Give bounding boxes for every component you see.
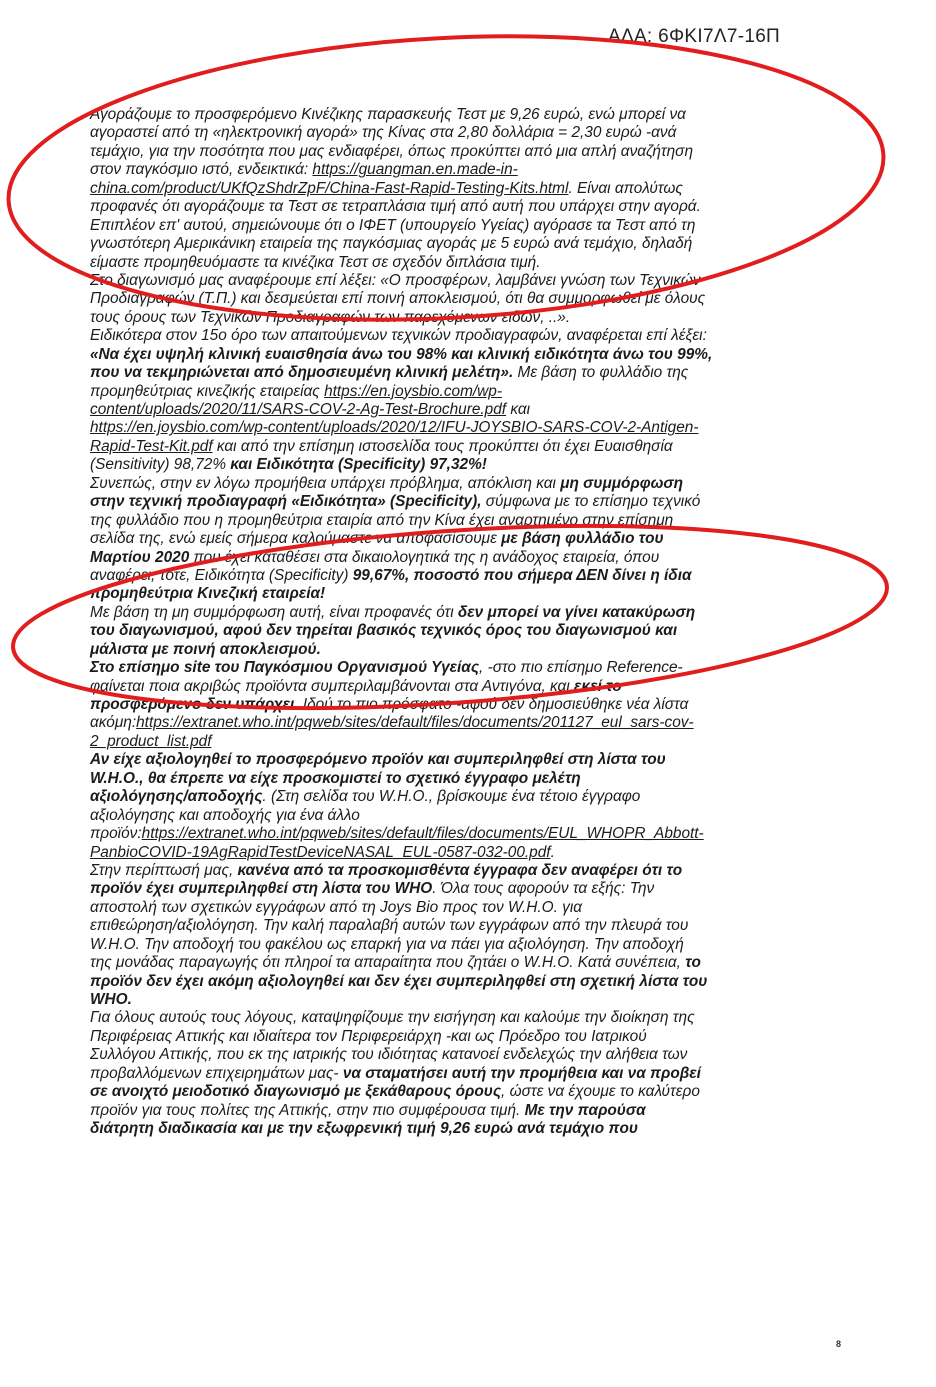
text-segment: αναφέρει, τότε, Ειδικότητα (Specificity) <box>90 566 353 584</box>
text-segment: Προδιαγραφών (Τ.Π.) και δεσμεύεται επί ποινή αποκλεισμού, ότι θα συμμορφωθεί με όλους <box>90 290 706 308</box>
text-line <box>90 1046 844 1064</box>
text-segment: Στην περίπτωσή μας, <box>90 861 238 879</box>
text-line <box>90 641 844 659</box>
text-line <box>90 622 844 640</box>
text-segment: ακόμη: <box>90 714 137 732</box>
text-segment: της φυλλάδιο που η προμηθεύτρια εταιρία από την Κίνα έχει αναρτημένο στην επίσημη <box>90 511 674 529</box>
link-text[interactable]: https://extranet.who.int/pqweb/sites/default/files/documents/201127_eul_sars-cov- <box>136 714 694 732</box>
page-number: 8 <box>836 1339 842 1349</box>
text-line <box>90 161 844 179</box>
text-line <box>90 143 844 161</box>
text-segment: αξιολόγησης και αποδοχής για ένα άλλο <box>90 806 360 824</box>
text-line <box>90 678 844 696</box>
text-line <box>90 512 844 530</box>
bold-text: προϊόν δεν έχει ακόμη αξιολογηθεί και δεν έχει συμπεριληφθεί στη σχετική λίστα του <box>90 972 708 990</box>
text-segment: . Είναι απολύτως <box>568 179 683 197</box>
text-segment: και <box>506 401 531 418</box>
link-text[interactable]: https://guangman.en.made-in- <box>312 161 518 179</box>
text-line <box>90 475 844 493</box>
text-segment: αγοραστεί από τη «ηλεκτρονική αγορά» της Κίνας στα 2,80 δολλάρια = 2,30 ευρώ -ανά <box>90 124 677 142</box>
text-segment: , ώστε να έχουμε το καλύτερο <box>501 1083 700 1101</box>
text-line <box>90 198 844 216</box>
bold-text: αξιολόγησης/αποδοχής <box>90 788 263 806</box>
link-text[interactable]: https://en.joysbio.com/wp-content/uploads/2020/12/IFU-JOYSBIO-SARS-COV-2-Antigen- <box>90 419 699 437</box>
text-line <box>90 954 844 972</box>
bold-text: του διαγωνισμού, αφού δεν τηρείται βασικός τεχνικός όρος του διαγωνισμού και <box>90 622 678 640</box>
bold-text: με βάση φυλλάδιο του <box>501 530 664 548</box>
text-line <box>90 327 844 345</box>
text-segment: αποστολή των σχετικών εγγράφων από τη Joys Bio προς τον W.H.O. για <box>90 898 583 916</box>
text-line <box>90 106 844 124</box>
text-line <box>90 493 844 511</box>
bold-text: στην τεχνική προδιαγραφή «Ειδικότητα» (Specificity), <box>90 493 482 511</box>
text-segment: . Όλα τους αφορούν τα εξής: Την <box>432 880 655 898</box>
text-line <box>90 917 844 935</box>
text-line <box>90 254 844 272</box>
text-line <box>90 825 844 843</box>
text-line <box>90 1028 844 1046</box>
text-segment: Με βάση το φυλλάδιο της <box>513 364 689 382</box>
bold-text: Αν είχε αξιολογηθεί το προσφερόμενο προϊόν και συμπεριληφθεί στη λίστα του <box>90 751 666 769</box>
bold-text: 99,67%, ποσοστό που σήμερα ΔΕΝ δίνει η ίδια <box>352 566 692 584</box>
text-line <box>90 714 844 732</box>
bold-text: μη συμμόρφωση <box>560 474 684 492</box>
text-segment: είμαστε προμηθευόμαστε τα κινέζικα Τεστ σε σχεδόν διπλάσια τιμή. <box>90 253 541 271</box>
text-line <box>90 991 844 1009</box>
text-line <box>90 751 844 769</box>
bold-text: προσφερόμενο δεν υπάρχει. <box>90 696 299 713</box>
text-line <box>90 880 844 898</box>
text-segment: προϊόν για τους πολίτες της Αττικής, στην πιο συμφέρουσα τιμή. <box>90 1101 525 1119</box>
link-text[interactable]: PanbioCOVID-19AgRapidTestDeviceNASAL_EUL-0587-032-00.pdf <box>90 843 551 861</box>
text-line <box>90 585 844 603</box>
bold-text: Μαρτίου 2020 <box>90 548 190 566</box>
text-segment: προμηθεύτριας κινεζικής εταιρείας <box>90 382 325 400</box>
bold-text: και Ειδικότητα (Specificity) 97,32%! <box>230 456 487 474</box>
text-segment: Για όλους αυτούς τους λόγους, καταψηφίζουμε την εισήγηση και καλούμε την διοίκηση της <box>90 1009 695 1027</box>
text-segment: (Sensitivity) 98,72% <box>90 456 231 474</box>
bold-text: Στο επίσημο site του Παγκόσμιου Οργανισμού Υγείας <box>90 659 480 677</box>
text-line <box>90 844 844 862</box>
text-line <box>90 1102 844 1120</box>
text-line <box>90 180 844 198</box>
text-line <box>90 659 844 677</box>
text-line <box>90 733 844 751</box>
text-segment: Ειδικότερα στον 15ο όρο των απαιτούμενων τεχνικών προδιαγραφών, αναφέρεται επί λέξει: <box>90 327 707 345</box>
text-line <box>90 567 844 585</box>
text-line <box>90 272 844 290</box>
text-line <box>90 290 844 308</box>
text-line <box>90 788 844 806</box>
text-line <box>90 899 844 917</box>
text-line <box>90 1083 844 1101</box>
text-segment: που έχει καταθέσει στα δικαιολογητικά της η ανάδοχος εταιρεία, όπου <box>189 548 660 566</box>
text-line <box>90 217 844 235</box>
text-segment: προβαλλόμενων επιχειρημάτων μας- <box>90 1064 343 1082</box>
bold-text: Με την παρούσα <box>524 1101 646 1119</box>
text-segment: τους όρους των Τεχνικών Προδιαγραφών των παρεχόμενων ειδών, ..». <box>90 308 571 326</box>
text-segment: και από την επίσημη ιστοσελίδα τους προκύπτει ότι έχει Ευαισθησία <box>212 437 673 455</box>
text-segment: Συνεπώς, στην εν λόγω προμήθεια υπάρχει πρόβλημα, απόκλιση και <box>90 474 561 492</box>
bold-text: διάτρητη διαδικασία και με την εξωφρενική τιμή 9,26 ευρώ ανά τεμάχιο που <box>90 1120 638 1138</box>
text-segment: της μονάδας παραγωγής ότι πληροί τα απαραίτητα που ζητάει ο W.H.O. Κατά συνέπεια, <box>90 954 686 972</box>
text-line <box>90 530 844 548</box>
text-line <box>90 309 844 327</box>
bold-text: WHO. <box>90 991 132 1008</box>
text-segment: . (Στη σελίδα του W.H.O., βρίσκουμε ένα τέτοιο έγγραφο <box>262 788 641 806</box>
text-line <box>90 770 844 788</box>
text-line <box>90 604 844 622</box>
text-segment: τεμάχιο, για την ποσότητα που μας ενδιαφέρει, όπως προκύπτει από μια απλή αναζήτηση <box>90 142 693 160</box>
text-segment: Επιπλέον επ' αυτού, σημειώνουμε ότι ο ΙΦΕΤ (υπουργείο Υγείας) αγόρασε τα Τεστ από τη <box>90 216 696 234</box>
text-line <box>90 862 844 880</box>
bold-text: W.H.O., θα έπρεπε να είχε προσκομιστεί το σχετικό έγγραφο μελέτη <box>90 769 581 787</box>
text-line <box>90 936 844 954</box>
text-segment: Περιφέρειας Αττικής και ιδιαίτερα τον Περιφερειάρχη -και ως Πρόεδρο του Ιατρικού <box>90 1027 647 1045</box>
text-segment: φαίνεται ποια ακριβώς προϊόντα συμπεριλαμβάνονται στα Αντιγόνα, και <box>90 677 575 695</box>
link-text[interactable]: https://extranet.who.int/pqweb/sites/default/files/documents/EUL_WHOPR_Abbott- <box>141 825 704 843</box>
text-segment: Στο διαγωνισμό μας αναφέρουμε επί λέξει: «Ο προσφέρων, λαμβάνει γνώση των Τεχνικών <box>90 271 701 289</box>
text-line <box>90 401 844 419</box>
bold-text: δεν μπορεί να γίνει κατακύρωση <box>457 603 696 621</box>
text-line <box>90 383 844 401</box>
text-line <box>90 124 844 142</box>
bold-text: κανένα από τα προσκομισθέντα έγγραφα δεν αναφέρει ότι το <box>237 861 683 879</box>
text-segment: σύμφωνα με το επίσημο τεχνικό <box>481 493 701 511</box>
text-line <box>90 1065 844 1083</box>
bold-text: που να τεκμηριώνεται από δημοσιευμένη κλινική μελέτη». <box>90 364 514 382</box>
text-line <box>90 346 844 364</box>
text-segment: σελίδα της, ενώ εμείς σήμερα καλούμαστε να αποφασίσουμε <box>90 530 502 548</box>
text-line <box>90 1009 844 1027</box>
text-line <box>90 807 844 825</box>
link-text[interactable]: 2_product_list.pdf <box>90 732 212 750</box>
bold-text: προμηθεύτρια Κινεζική εταιρεία! <box>90 585 326 603</box>
text-segment: στον παγκόσμιο ιστό, ενδεικτικά: <box>90 161 313 179</box>
text-segment: W.H.O. Την αποδοχή του φακέλου ως επαρκή για να πάει για αξιολόγηση. Την αποδοχή <box>90 935 684 953</box>
text-line <box>90 438 844 456</box>
text-segment: Με βάση τη μη συμμόρφωση αυτή, είναι προφανές ότι <box>90 603 458 621</box>
text-segment: επιθεώρηση/αξιολόγηση. Την καλή παραλαβή αυτών των εγγράφων από την πλευρά του <box>90 917 689 935</box>
bold-text: προϊόν έχει συμπεριληφθεί στη λίστα του WHO <box>90 880 433 898</box>
text-segment: Συλλόγου Αττικής, που εκ της ιατρικής του ιδιότητας κατανοεί ενδελεχώς την αλήθεια των <box>90 1046 688 1064</box>
text-segment: . <box>550 843 555 861</box>
text-segment: προφανές ότι αγοράζουμε τα Τεστ σε τετραπλάσια τιμή από αυτή που υπάρχει στην αγορά. <box>90 198 701 216</box>
text-line <box>90 419 844 437</box>
link-text[interactable]: https://en.joysbio.com/wp- <box>324 382 502 400</box>
text-segment: γνωστότερη Αμερικάνικη εταιρεία της παγκόσμιας αγοράς με 5 ευρώ ανά τεμάχιο, δηλαδή <box>90 235 693 253</box>
text-line <box>90 456 844 474</box>
text-line <box>90 549 844 567</box>
text-line <box>90 696 844 714</box>
link-text[interactable]: content/uploads/2020/11/SARS-COV-2-Ag-Test-Brochure.pdf <box>90 401 507 418</box>
text-segment: προϊόν: <box>90 825 142 843</box>
text-line <box>90 1120 844 1138</box>
text-segment: Ιδού το πιο πρόσφατο -αφού δεν δημοσιεύθηκε νέα λίστα <box>298 696 689 713</box>
link-text[interactable]: Rapid-Test-Kit.pdf <box>90 437 213 455</box>
text-segment: Αγοράζουμε το προσφερόμενο Κινέζικης παρασκευής Τεστ με 9,26 ευρώ, ενώ μπορεί να <box>90 106 686 123</box>
text-line <box>90 364 844 382</box>
bold-text: «Να έχει υψηλή κλινική ευαισθησία άνω του 98% και κλινική ειδικότητα άνω του 99%, <box>90 345 713 363</box>
bold-text: να σταματήσει αυτή την προμήθεια και να προβεί <box>342 1064 701 1082</box>
bold-text: σε ανοιχτό μειοδοτικό διαγωνισμό με ξεκάθαρους όρους <box>90 1083 502 1101</box>
text-line <box>90 973 844 991</box>
bold-text: εκεί το <box>574 677 622 695</box>
link-text[interactable]: china.com/product/UKfQzShdrZpF/China-Fast-Rapid-Testing-Kits.html <box>90 179 569 197</box>
text-line <box>90 235 844 253</box>
bold-text: το <box>685 954 701 972</box>
ada-code: ΑΔΑ: 6ΦΚΙ7Λ7-16Π <box>608 26 781 47</box>
document-body <box>90 106 844 1139</box>
bold-text: μάλιστα με ποινή αποκλεισμού. <box>90 640 321 658</box>
text-segment: , -στο πιο επίσημο Reference- <box>479 659 683 677</box>
